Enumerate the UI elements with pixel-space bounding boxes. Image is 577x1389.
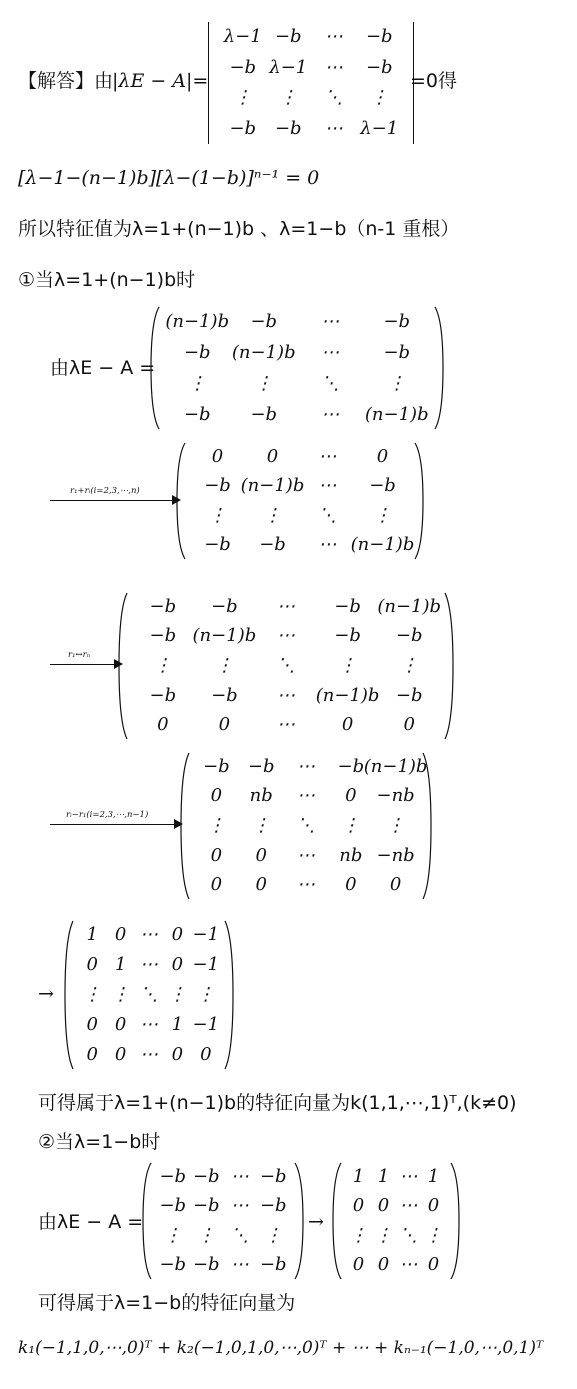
case1-matrix-4 <box>64 920 234 1070</box>
case1-op-1: r₁+rᵢ(i=2,3,⋯,n) <box>70 486 140 496</box>
matrix-cell: ⋯ <box>230 1254 249 1276</box>
matrix-cell: ⋮ <box>341 815 360 836</box>
matrix-cell: 0 <box>377 1195 390 1217</box>
case2-heading: ②当λ=1−b时 <box>38 1131 161 1153</box>
matrix-paren-right <box>294 1162 304 1280</box>
case1-matrix-3 <box>180 752 432 900</box>
case1-matrix-2 <box>118 592 454 740</box>
matrix-cell: −b <box>159 1165 187 1187</box>
matrix-cell: ⋱ <box>318 504 337 526</box>
matrix-cell: ⋯ <box>324 26 343 48</box>
matrix-cell: 0 <box>114 1014 127 1035</box>
matrix-cell: ⋮ <box>279 87 298 109</box>
matrix-cell: −b <box>334 625 361 647</box>
matrix-cell: (n−1)b <box>364 403 429 425</box>
matrix-cell: ⋯ <box>321 341 340 363</box>
matrix-cell: (n−1)b <box>240 475 305 497</box>
matrix-cell: ⋮ <box>163 1224 182 1246</box>
matrix-cell: ⋯ <box>277 684 295 706</box>
case1-from-label: 由λE − A = <box>50 357 156 379</box>
matrix-cell: −b <box>334 595 361 617</box>
matrix-cell: 0 <box>345 874 357 896</box>
case2-from-label: 由λE − A = <box>38 1211 144 1233</box>
matrix-cell: ⋯ <box>140 1014 158 1035</box>
matrix-cell: 1 <box>352 1165 365 1187</box>
matrix-cell: ⋯ <box>297 755 315 777</box>
matrix-cell: ⋮ <box>153 655 172 676</box>
matrix-cell: λ−1 <box>269 56 308 78</box>
matrix-cell: 0 <box>376 445 389 467</box>
matrix-cell: ⋮ <box>264 1224 283 1246</box>
matrix-cell: nb <box>339 844 363 866</box>
matrix-cell: 0 <box>218 714 231 736</box>
matrix-cell: −b <box>229 56 257 78</box>
matrix-cell: −b <box>395 684 423 706</box>
matrix-cell: (n−1)b <box>192 625 257 647</box>
matrix-cell: ⋮ <box>197 1224 216 1246</box>
matrix-cell: ⋯ <box>399 1254 418 1276</box>
matrix-paren-right <box>434 306 444 430</box>
matrix-cell: −b <box>149 595 177 617</box>
matrix-cell: ⋱ <box>321 372 340 394</box>
matrix-cell: −b <box>365 56 393 78</box>
matrix-cell: ⋯ <box>230 1165 249 1187</box>
matrix-cell: ⋯ <box>230 1195 249 1217</box>
matrix-cell: 0 <box>427 1254 440 1276</box>
matrix-cell: ⋮ <box>373 504 392 526</box>
matrix-cell: −b <box>149 625 177 647</box>
matrix-cell: −b <box>250 403 278 425</box>
determinant-rhs: =0得 <box>410 70 458 92</box>
matrix-cell: 0 <box>352 1254 365 1276</box>
matrix-cell: ⋯ <box>277 714 295 736</box>
matrix-cell: ⋯ <box>399 1195 418 1217</box>
case2-matrix-1 <box>332 1162 460 1280</box>
matrix-cell: −b <box>259 1165 287 1187</box>
matrix-cell: 0 <box>171 1044 184 1065</box>
case1-matrix-1 <box>176 442 424 560</box>
matrix-cell: ⋯ <box>318 445 337 467</box>
matrix-cell: −b <box>259 1254 287 1276</box>
matrix-paren-right <box>444 592 454 740</box>
matrix-cell: −b <box>183 403 211 425</box>
matrix-cell: (n−1)b <box>350 534 415 556</box>
matrix-cell: ⋯ <box>318 534 337 556</box>
matrix-cell: ⋯ <box>277 625 295 647</box>
matrix-cell: −b <box>149 684 177 706</box>
matrix-cell: (n−1)b <box>363 755 428 777</box>
matrix-cell: −1 <box>192 1014 220 1035</box>
matrix-cell: λ−1 <box>223 26 262 48</box>
matrix-cell: 0 <box>114 1044 127 1065</box>
case1-matrix-0 <box>150 306 444 430</box>
case2-eigenvectors: k₁(−1,1,0,⋯,0)ᵀ + k₂(−1,0,1,0,⋯,0)ᵀ + ⋯ + kₙ₋₁(−1,0,⋯,0,1)ᵀ <box>18 1338 544 1358</box>
matrix-cell: 0 <box>255 844 267 866</box>
case1-arrow-4: → <box>38 983 54 1005</box>
matrix-cell: λ−1 <box>360 117 399 139</box>
matrix-cell: 0 <box>341 714 354 736</box>
matrix-cell: −b <box>369 475 396 497</box>
matrix-cell: 0 <box>171 954 184 975</box>
matrix-cell: 1 <box>86 924 98 945</box>
matrix-cell: ⋮ <box>252 815 271 836</box>
matrix-cell: ⋱ <box>297 815 315 836</box>
matrix-cell: −1 <box>192 954 220 975</box>
matrix-cell: −b <box>365 26 393 48</box>
matrix-paren-left <box>332 1162 342 1280</box>
matrix-cell: ⋮ <box>387 372 406 394</box>
matrix-cell: 0 <box>210 844 223 866</box>
matrix-paren-left <box>118 592 128 740</box>
matrix-cell: (n−1)b <box>231 341 296 363</box>
matrix-cell: ⋮ <box>349 1224 368 1246</box>
matrix-cell: −b <box>211 595 238 617</box>
matrix-cell: ⋮ <box>233 87 252 109</box>
matrix-cell: ⋮ <box>83 984 102 1005</box>
matrix-paren-left <box>64 920 74 1070</box>
matrix-cell: 1 <box>427 1165 440 1187</box>
matrix-cell: −nb <box>376 785 415 807</box>
matrix-cell: ⋮ <box>196 984 215 1005</box>
matrix-cell: ⋯ <box>277 595 295 617</box>
matrix-cell: 0 <box>86 954 98 975</box>
matrix-cell: −b <box>204 475 231 497</box>
matrix-cell: 0 <box>114 924 127 945</box>
matrix-cell: ⋯ <box>297 844 315 866</box>
matrix-cell: −b <box>383 341 411 363</box>
case1-arrow-3-line <box>50 824 176 825</box>
matrix-cell: −b <box>203 755 230 777</box>
matrix-cell: ⋮ <box>374 1224 393 1246</box>
matrix-cell: (n−1)b <box>165 310 230 332</box>
matrix-cell: 0 <box>157 714 169 736</box>
matrix-cell: ⋮ <box>111 984 130 1005</box>
matrix-cell: −b <box>250 310 278 332</box>
matrix-cell: ⋮ <box>400 655 419 676</box>
matrix-cell: −b <box>259 1195 287 1217</box>
matrix-cell: 0 <box>211 445 224 467</box>
matrix-cell: −b <box>247 755 275 777</box>
matrix-cell: −1 <box>192 924 220 945</box>
matrix-cell: −b <box>337 755 365 777</box>
matrix-paren-left <box>142 1162 152 1280</box>
answer-intro: 【解答】由 <box>18 70 114 92</box>
matrix-cell: −b <box>274 117 302 139</box>
case2-result: 可得属于λ=1−b的特征向量为 <box>38 1292 296 1314</box>
matrix-cell: 0 <box>352 1195 365 1217</box>
matrix-cell: 0 <box>210 874 223 896</box>
case1-heading: ①当λ=1+(n−1)b时 <box>18 269 196 291</box>
matrix-paren-left <box>176 442 186 560</box>
matrix-cell: 0 <box>200 1044 212 1065</box>
matrix-cell: ⋯ <box>318 475 337 497</box>
matrix-cell: ⋮ <box>208 504 227 526</box>
matrix-cell: −b <box>192 1165 220 1187</box>
matrix-cell: 1 <box>171 1014 184 1035</box>
matrix-cell: ⋯ <box>297 785 315 807</box>
matrix-cell: ⋱ <box>140 984 158 1005</box>
matrix-cell: −b <box>183 341 211 363</box>
matrix-cell: nb <box>249 785 273 807</box>
matrix-paren-right <box>414 442 424 560</box>
matrix-cell: −b <box>383 310 411 332</box>
case2-arrow: → <box>308 1211 324 1233</box>
case2-matrix-0 <box>142 1162 304 1280</box>
matrix-cell: ⋯ <box>324 56 343 78</box>
matrix-cell: 1 <box>377 1165 390 1187</box>
matrix-paren-left <box>150 306 160 430</box>
matrix-cell: −b <box>159 1254 187 1276</box>
matrix-cell: 0 <box>427 1195 440 1217</box>
matrix-paren-left <box>180 752 190 900</box>
matrix-cell: ⋮ <box>263 504 282 526</box>
matrix-cell: 0 <box>86 1014 98 1035</box>
matrix-paren-right <box>224 920 234 1070</box>
matrix-cell: ⋮ <box>386 815 405 836</box>
matrix-cell: ⋮ <box>188 372 207 394</box>
matrix-cell: 0 <box>389 874 402 896</box>
determinant-lhs: |λE − A|= <box>112 70 209 92</box>
case1-arrow-2-line <box>50 664 116 665</box>
matrix-cell: 0 <box>377 1254 390 1276</box>
matrix-paren-right <box>450 1162 460 1280</box>
matrix-cell: −b <box>192 1195 220 1217</box>
matrix-cell: −b <box>395 625 423 647</box>
matrix-cell: 0 <box>171 924 184 945</box>
case1-arrow-1-line <box>50 500 174 501</box>
matrix-cell: ⋱ <box>230 1224 249 1246</box>
matrix-cell: ⋯ <box>140 924 158 945</box>
matrix-cell: (n−1)b <box>377 595 442 617</box>
determinant-bar-left <box>208 22 209 144</box>
matrix-cell: −b <box>229 117 257 139</box>
matrix-cell: ⋱ <box>277 655 295 676</box>
matrix-cell: ⋮ <box>207 815 226 836</box>
matrix-cell: 0 <box>266 445 279 467</box>
matrix-cell: (n−1)b <box>315 684 380 706</box>
matrix-cell: −b <box>259 534 286 556</box>
characteristic-equation: [λ−1−(n−1)b][λ−(1−b)]ⁿ⁻¹ = 0 <box>18 167 320 189</box>
matrix-cell: ⋮ <box>338 655 357 676</box>
matrix-cell: −b <box>192 1254 220 1276</box>
case1-op-2: r₁↔rₙ <box>68 650 91 660</box>
matrix-cell: ⋱ <box>399 1224 418 1246</box>
matrix-cell: ⋯ <box>324 117 343 139</box>
determinant-matrix <box>206 22 416 144</box>
matrix-cell: −b <box>204 534 231 556</box>
case1-op-3: rᵢ−r₁(i=2,3,⋯,n−1) <box>66 810 149 820</box>
matrix-cell: −b <box>211 684 238 706</box>
matrix-cell: 0 <box>403 714 415 736</box>
matrix-cell: ⋱ <box>324 87 343 109</box>
matrix-cell: −b <box>159 1195 187 1217</box>
matrix-cell: ⋮ <box>254 372 273 394</box>
matrix-cell: ⋯ <box>399 1165 418 1187</box>
matrix-cell: 0 <box>255 874 267 896</box>
matrix-cell: 0 <box>86 1044 98 1065</box>
matrix-cell: ⋯ <box>140 954 158 975</box>
eigenvalues-line: 所以特征值为λ=1+(n−1)b 、λ=1−b（n-1 重根） <box>18 218 460 240</box>
matrix-cell: ⋯ <box>321 310 340 332</box>
matrix-cell: ⋮ <box>424 1224 443 1246</box>
matrix-cell: ⋮ <box>215 655 234 676</box>
matrix-cell: 0 <box>345 785 357 807</box>
matrix-cell: −b <box>274 26 302 48</box>
matrix-cell: ⋯ <box>297 874 315 896</box>
matrix-cell: ⋯ <box>321 403 340 425</box>
matrix-cell: −nb <box>376 844 415 866</box>
matrix-cell: 0 <box>210 785 223 807</box>
matrix-cell: ⋮ <box>168 984 187 1005</box>
matrix-cell: ⋮ <box>370 87 389 109</box>
case1-result: 可得属于λ=1+(n−1)b的特征向量为k(1,1,⋯,1)ᵀ,(k≠0) <box>38 1092 517 1114</box>
matrix-cell: 1 <box>114 954 127 975</box>
matrix-cell: ⋯ <box>140 1044 158 1065</box>
